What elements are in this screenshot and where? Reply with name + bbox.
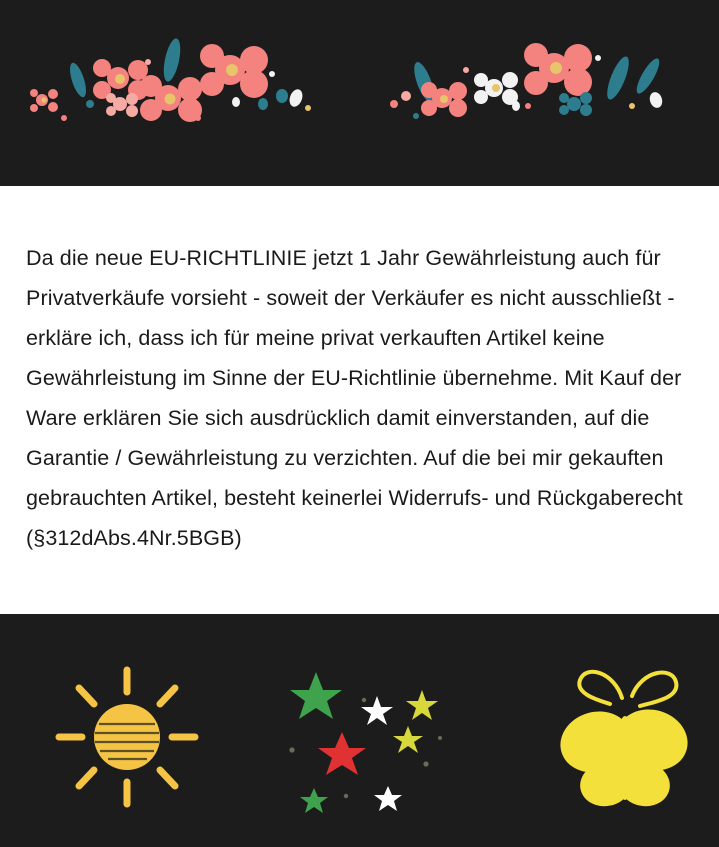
top-decoration-band [0,0,719,186]
bottom-decoration-band [0,614,719,847]
disclaimer-card [0,186,719,614]
stars-doodle-icon [272,654,452,814]
sun-doodle-icon [52,662,202,812]
disclaimer-text: Da die neue EU-RICHTLINIE jetzt 1 Jahr Gewährleistung auch für Privatverkäufe vorsieht - soweit der Verkäufer es nicht ausschließt - erkläre ich, dass ich für meine privat verkauften Artikel keine Gewährleistung im Sinne der EU-Richtlinie übernehme. Mit Kauf der Ware erklären Sie sich ausdrücklich damit einverstanden, auf die Garantie / Gewährleistung zu verzichten. Auf die bei mir gekauften gebrauchten Artikel, besteht keinerlei Widerrufs- und Rückgaberecht (§312dAbs.4Nr.5BGB) [26,246,683,550]
butterfly-doodle-icon [540,654,710,819]
flower-border-left-icon [20,0,320,186]
flower-border-right-icon [380,0,680,186]
